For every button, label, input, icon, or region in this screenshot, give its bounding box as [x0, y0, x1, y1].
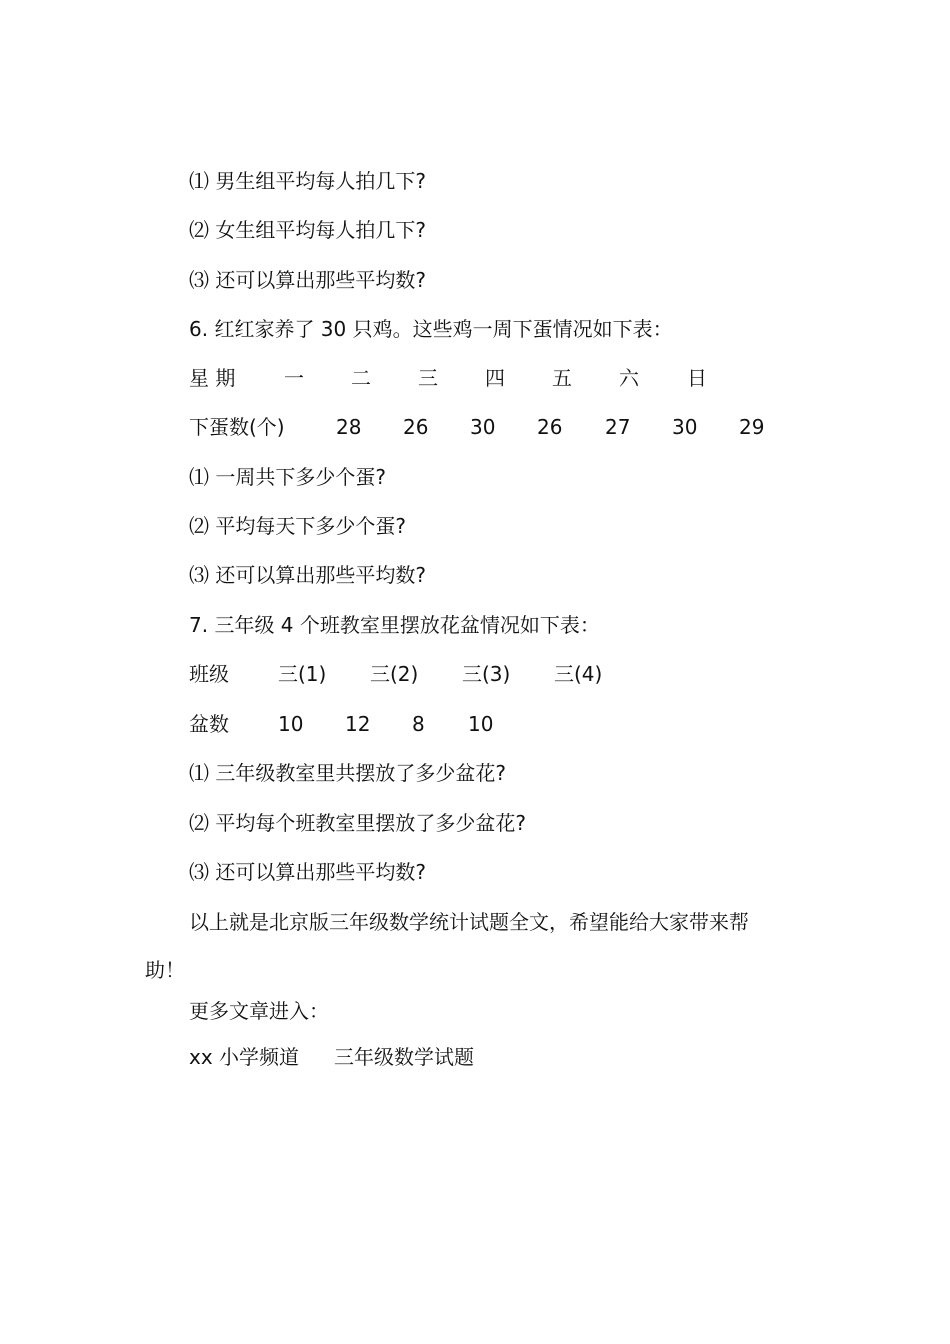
q7-pot-cell: 10 — [468, 712, 494, 736]
q7-class-cell: 三(3) — [462, 662, 511, 686]
q6-egg-cell: 26 — [403, 415, 429, 439]
q6-day-cell: 日 — [687, 366, 707, 390]
q7-header-label: 班级 — [189, 662, 229, 686]
q7-class-cell: 三(2) — [370, 662, 419, 686]
q6-egg-cell: 26 — [537, 415, 563, 439]
grade3-math-exams-link[interactable]: 三年级数学试题 — [334, 1045, 474, 1069]
q6-egg-cell: 27 — [605, 415, 631, 439]
q7-pot-cell: 8 — [412, 712, 425, 736]
q7-sub-question-1: ⑴ 三年级教室里共摆放了多少盆花? — [189, 761, 506, 785]
q6-row-label: 下蛋数(个) — [189, 415, 285, 439]
q7-pot-cell: 10 — [278, 712, 304, 736]
q7-sub-question-2: ⑵ 平均每个班教室里摆放了多少盆花? — [189, 811, 526, 835]
q6-egg-cell: 29 — [739, 415, 765, 439]
q7-class-cell: 三(4) — [554, 662, 603, 686]
closing-paragraph-line-2: 助！ — [145, 958, 185, 982]
primary-school-channel-link[interactable]: xx 小学频道 — [189, 1045, 300, 1069]
q6-day-cell: 三 — [418, 366, 438, 390]
q6-day-cell: 五 — [552, 366, 572, 390]
more-articles-label: 更多文章进入： — [189, 999, 329, 1023]
q6-sub-question-2: ⑵ 平均每天下多少个蛋? — [189, 514, 406, 538]
q7-pot-cell: 12 — [345, 712, 371, 736]
q7-stem: 7. 三年级 4 个班教室里摆放花盆情况如下表： — [189, 613, 600, 637]
q6-sub-question-3: ⑶ 还可以算出那些平均数? — [189, 563, 426, 587]
q5-sub-question-3: ⑶ 还可以算出那些平均数? — [189, 268, 426, 292]
q6-sub-question-1: ⑴ 一周共下多少个蛋? — [189, 465, 386, 489]
q5-sub-question-2: ⑵ 女生组平均每人拍几下? — [189, 218, 426, 242]
q5-sub-question-1: ⑴ 男生组平均每人拍几下? — [189, 169, 426, 193]
q6-header-label: 星 期 — [189, 366, 236, 390]
q6-egg-cell: 28 — [336, 415, 362, 439]
q6-stem: 6. 红红家养了 30 只鸡。这些鸡一周下蛋情况如下表： — [189, 317, 673, 341]
q7-row-label: 盆数 — [189, 712, 229, 736]
q6-day-cell: 二 — [351, 366, 371, 390]
q6-egg-cell: 30 — [672, 415, 698, 439]
q6-day-cell: 一 — [284, 366, 304, 390]
q7-sub-question-3: ⑶ 还可以算出那些平均数? — [189, 860, 426, 884]
closing-paragraph-line-1: 以上就是北京版三年级数学统计试题全文，希望能给大家带来帮 — [189, 910, 749, 934]
q6-day-cell: 六 — [619, 366, 639, 390]
q6-egg-cell: 30 — [470, 415, 496, 439]
q6-day-cell: 四 — [485, 366, 505, 390]
q7-class-cell: 三(1) — [278, 662, 327, 686]
